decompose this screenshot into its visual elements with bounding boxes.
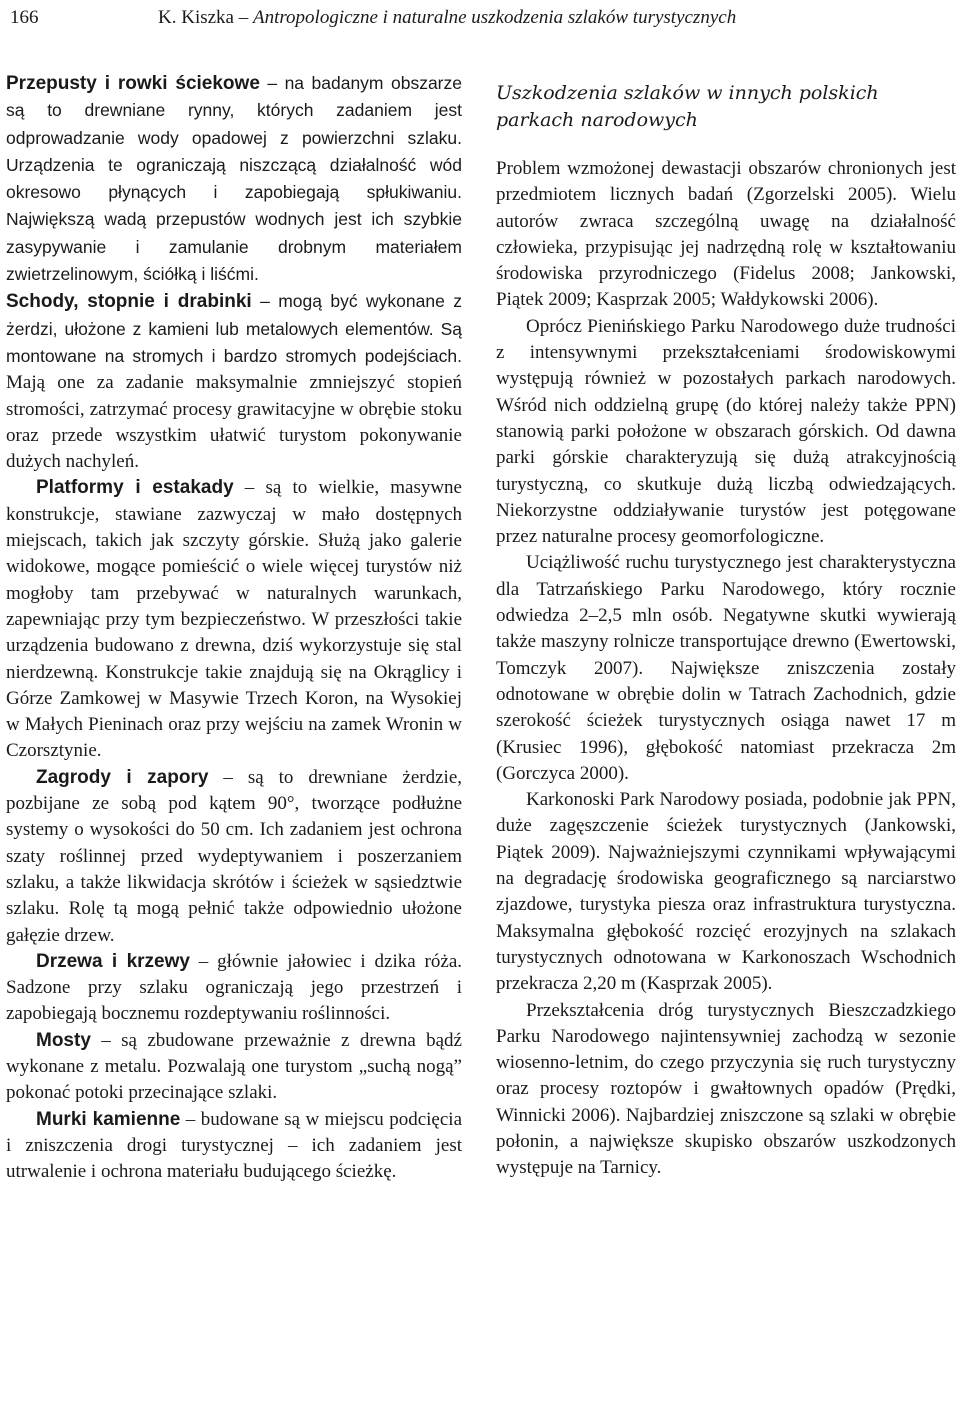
term-drzewa: Drzewa i krzewy [36,950,190,972]
section-heading: Uszkodzenia szlaków w innych polskich parkach narodowych [496,82,879,131]
header-separator: – [233,7,253,28]
text-murki: – budowane są w miejscu podcięcia i zniszczenia drogi turystycznej – ich zadaniem jest utrwalenie i ochrona materiału budującego ścieżkę. [6,1108,463,1183]
running-header [10,4,950,32]
term-przepusty: Przepusty i rowki ściekowe [6,73,260,94]
header-title: Antropologiczne i naturalne uszkodzenia szlaków turystycznych [252,7,737,28]
text-mosty: – są zbudowane przeważnie z drewna bądź wykonane z metalu. Pozwalają one turystom „suchą nogą” pokonać potoki przecinające szlaki. [6,1029,462,1104]
right-column [496,70,956,1182]
page-number: 166 [10,7,39,28]
paragraph-murki [6,1107,462,1186]
paragraph-right-3: Uciążliwość ruchu turystycznego jest charakterystyczna dla Tatrzańskiego Parku Narodowego, który rocznie odwiedza 2–2,5 mln osób. Negatywne skutki wywierają także maszyny rolnicze transportujące drewno (Ewertowski, Tomczyk 2007). Największe zniszczenia zostały odnotowane w obrębie dolin w Tatrach Zachodnich, gdzie szerokość ścieżek turystycznych osiąga nawet 17 m (Krusiec 1996), głębokość natomiast przekracza 2m (Gorczyca 2000). [496,552,956,784]
paragraph-right-1: Problem wzmożonej dewastacji obszarów chronionych jest przedmiotem licznych badań (Zgorzelski 2005). Wielu autorów zwraca szczególną uwagę na działalność człowieka, przypisując jej nadrzędną rolę w kształtowaniu środowiska przyrodniczego (Fidelus 2008; Jankowski, Piątek 2009; Kasprzak 2005; Wałdykowski 2006). [496,158,956,311]
text-przepusty: – na badanym obszarze są to drewniane rynny, których zadaniem jest odprowadzanie wody opadowej z powierzchni szlaku. Urządzenia te ograniczają niszczącą działalność wód okresowo płynących i zapobiegają spłukiwaniu. Największą wadą przepustów wodnych jest ich szybkie zasypywanie i zamulanie drobnym materiałem zwietrzelinowym, ściółką i liśćmi. [6,73,462,285]
paragraph-right-5: Przekształcenia dróg turystycznych Bieszczadzkiego Parku Narodowego najintensywniej zachodzą w sezonie wiosenno-letnim, do czego przyczynia się ruch turystyczny oraz procesy roztopów i gwałtownych opadów (Prędki, Winnicki 2006). Najbardziej zniszczone są szlaki w obrębie połonin, a największe skupisko obszarów uszkodzonych występuje na Tarnicy. [496,999,956,1179]
text-drzewa: – głównie jałowiec i dzika róża. Sadzone przy szlaku ograniczają jego przestrzeń i zapobiegają bocznemu rozdeptywaniu roślinności. [6,950,462,1025]
term-zagrody: Zagrody i zapory [36,766,209,788]
text-schody: Mają one za zadanie maksymalnie zmniejszyć stopień stromości, zatrzymać procesy grawitacyjne w obrębie stoku oraz przede wszystkim ułatwić turystom pokonywanie dużych nachyleń. [6,372,462,473]
term-murki: Murki kamienne [36,1108,181,1130]
paragraph-zagrody [6,765,462,949]
paragraph-przepusty [6,70,462,288]
term-platformy: Platformy i estakady [36,477,234,499]
text-schody-sans: – mogą być wykonane z żerdzi, ułożone z kamieni lub metalowych elementów. Są montowane na stromych i bardzo stromych podejściach. [6,291,462,366]
text-zagrody: – są to drewniane żerdzie, pozbijane ze sobą pod kątem 90°, tworzące podłużne systemy o wysokości do 50 cm. Ich zadaniem jest ochrona szaty roślinnej przed wydeptywaniem i poszerzaniem szlaku, a także likwidacja skrótów i ścieżek w sąsiedztwie szlaku. Rolę tą mogą pełnić także odpowiednio ułożone gałęzie drzew. [6,766,463,946]
paragraph-right-2: Oprócz Pienińskiego Parku Narodowego duże trudności z intensywnymi przekształceniami środowiskowymi występują również w pozostałych parkach narodowych. Wśród nich oddzielną grupę (do której należy także PPN) stanowią parki położone w obszarach górskich. Od dawna parki górskie charakteryzują się dużą atrakcyjnością turystyczną, co skutkuje dużą liczbą odwiedzających. Niekorzystne oddziaływanie turystów jest potęgowane przez naturalne procesy geomorfologiczne. [496,315,956,548]
paragraph-right-4: Karkonoski Park Narodowy posiada, podobnie jak PPN, duże zagęszczenie ścieżek turystycznych (Jankowski, Piątek 2009). Najważniejszymi czynnikami wpływającymi na degradację środowiska geograficznego są narciarstwo zjazdowe, turystyka piesza oraz infrastruktura turystyczna. Maksymalna głębokość rozcięć erozyjnych na szlakach turystycznych odnotowana w Karkonoszach Wschodnich przekracza 2,20 m (Kasprzak 2005). [496,789,956,995]
text-platformy: – są to wielkie, masywne konstrukcje, stawiane zazwyczaj w mało dostępnych miejscach, takich jak szczyty górskie. Służą jako galerie widokowe, mogące pomieścić o wiele więcej turystów niż mogłoby tam przebywać w naturalnych warunkach, zapewniając przy tym bezpieczeństwo. W przeszłości takie urządzenia budowano z drewna, dziś wykorzystuje się stal nierdzewną. Konstrukcje takie znajdują się na Okrąglicy i Górze Zamkowej w Masywie Trzech Koron, na Wysokiej w Małych Pieninach oraz przy wejściu na zamek Wronin w Czorsztynie. [6,477,462,762]
term-schody: Schody, stopnie i drabinki [6,291,252,313]
left-column [6,70,462,1185]
paragraph-drzewa [6,949,462,1028]
paragraph-schody [6,288,462,475]
term-mosty: Mosty [36,1029,91,1051]
paragraph-mosty [6,1028,462,1107]
paragraph-platformy [6,475,462,764]
header-author: K. Kiszka [158,7,234,28]
